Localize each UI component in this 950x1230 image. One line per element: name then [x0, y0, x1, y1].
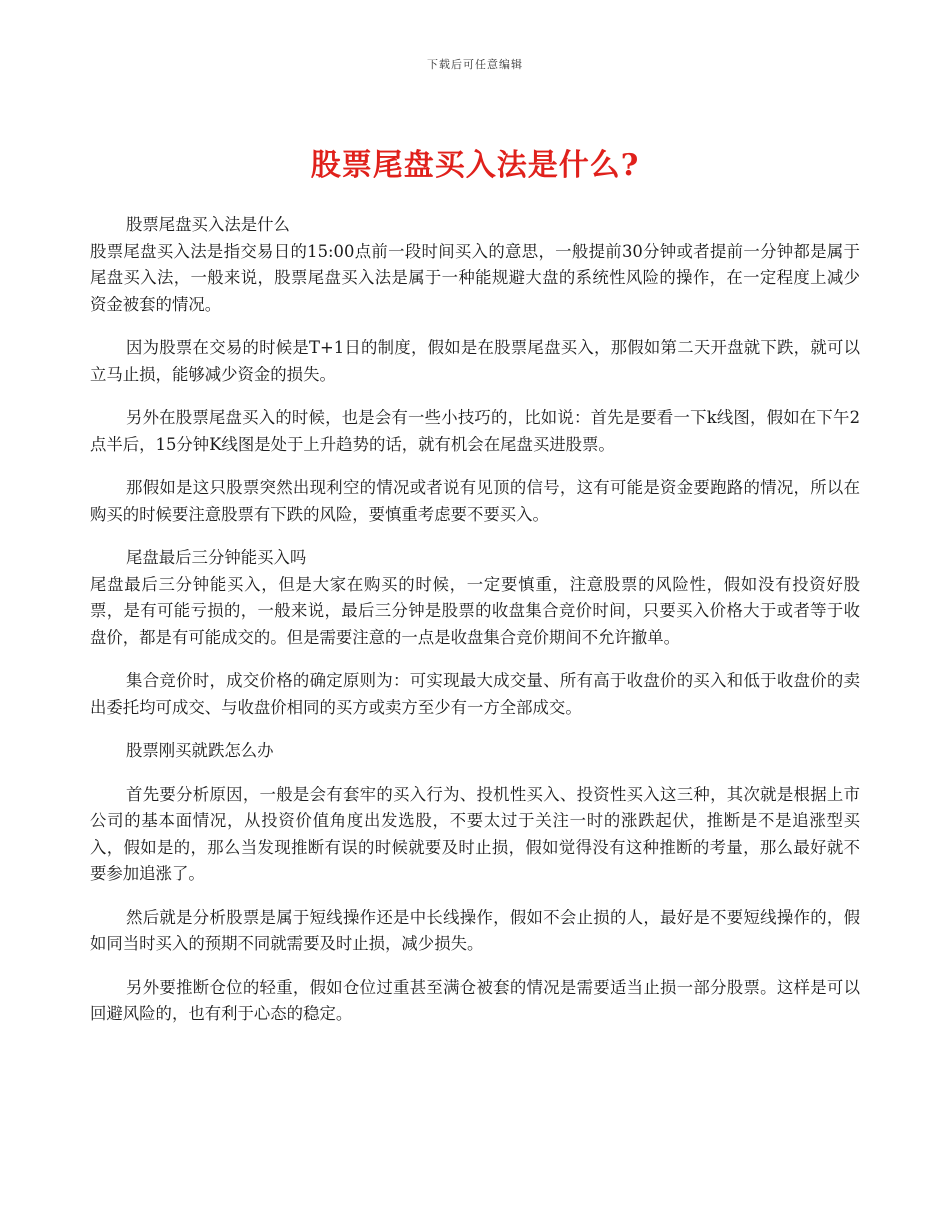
- section-heading-3: 股票刚买就跌怎么办: [126, 741, 274, 760]
- section-heading-1: 股票尾盘买入法是什么: [126, 215, 290, 234]
- paragraph-4: 那假如是这只股票突然出现利空的情况或者说有见顶的信号，这有可能是资金要跑路的情况，所以在购买的时候要注意股票有下跌的风险，要慎重考虑要不要买入。: [90, 478, 860, 524]
- paragraph-7: 首先要分析原因，一般是会有套牢的买入行为、投机性买入、投资性买入这三种，其次就是根据上市公司的基本面情况，从投资价值角度出发选股，不要太过于关注一时的涨跌起伏，推断是不是追涨型买入，假如是的，那么当发现推断有误的时候就要及时止损，假如觉得没有这种推断的考量，那么最好就不要参加追涨了。: [90, 784, 860, 883]
- paragraph-1: 股票尾盘买入法是指交易日的15:00点前一段时间买入的意思，一般提前30分钟或者提前一分钟都是属于尾盘买入法，一般来说，股票尾盘买入法是属于一种能规避大盘的系统性风险的操作，在一定程度上减少资金被套的情况。: [90, 241, 860, 314]
- header-note: 下载后可任意编辑: [427, 58, 523, 71]
- paragraph-8: 然后就是分析股票是属于短线操作还是中长线操作，假如不会止损的人，最好是不要短线操作的，假如同当时买入的预期不同就需要及时止损，减少损失。: [90, 907, 860, 953]
- paragraph-6: 集合竞价时，成交价格的确定原则为：可实现最大成交量、所有高于收盘价的买入和低于收盘价的卖出委托均可成交、与收盘价相同的买方或卖方至少有一方全部成交。: [90, 671, 860, 717]
- paragraph-9: 另外要推断仓位的轻重，假如仓位过重甚至满仓被套的情况是需要适当止损一部分股票。这样是可以回避风险的，也有利于心态的稳定。: [90, 977, 860, 1023]
- section-heading-2: 尾盘最后三分钟能买入吗: [126, 548, 307, 567]
- paragraph-3: 另外在股票尾盘买入的时候，也是会有一些小技巧的，比如说：首先是要看一下k线图，假如在下午2点半后，15分钟K线图是处于上升趋势的话，就有机会在尾盘买进股票。: [90, 408, 860, 454]
- document-body: [90, 212, 860, 1028]
- paragraph-5: 尾盘最后三分钟能买入，但是大家在购买的时候，一定要慎重，注意股票的风险性，假如没有投资好股票，是有可能亏损的，一般来说，最后三分钟是股票的收盘集合竞价时间，只要买入价格大于或者等于收盘价，都是有可能成交的。但是需要注意的一点是收盘集合竞价期间不允许撤单。: [90, 574, 860, 647]
- document-title: 股票尾盘买入法是什么?: [310, 148, 640, 183]
- paragraph-2: 因为股票在交易的时候是T+1日的制度，假如是在股票尾盘买入，那假如第二天开盘就下跌，就可以立马止损，能够减少资金的损失。: [90, 338, 860, 384]
